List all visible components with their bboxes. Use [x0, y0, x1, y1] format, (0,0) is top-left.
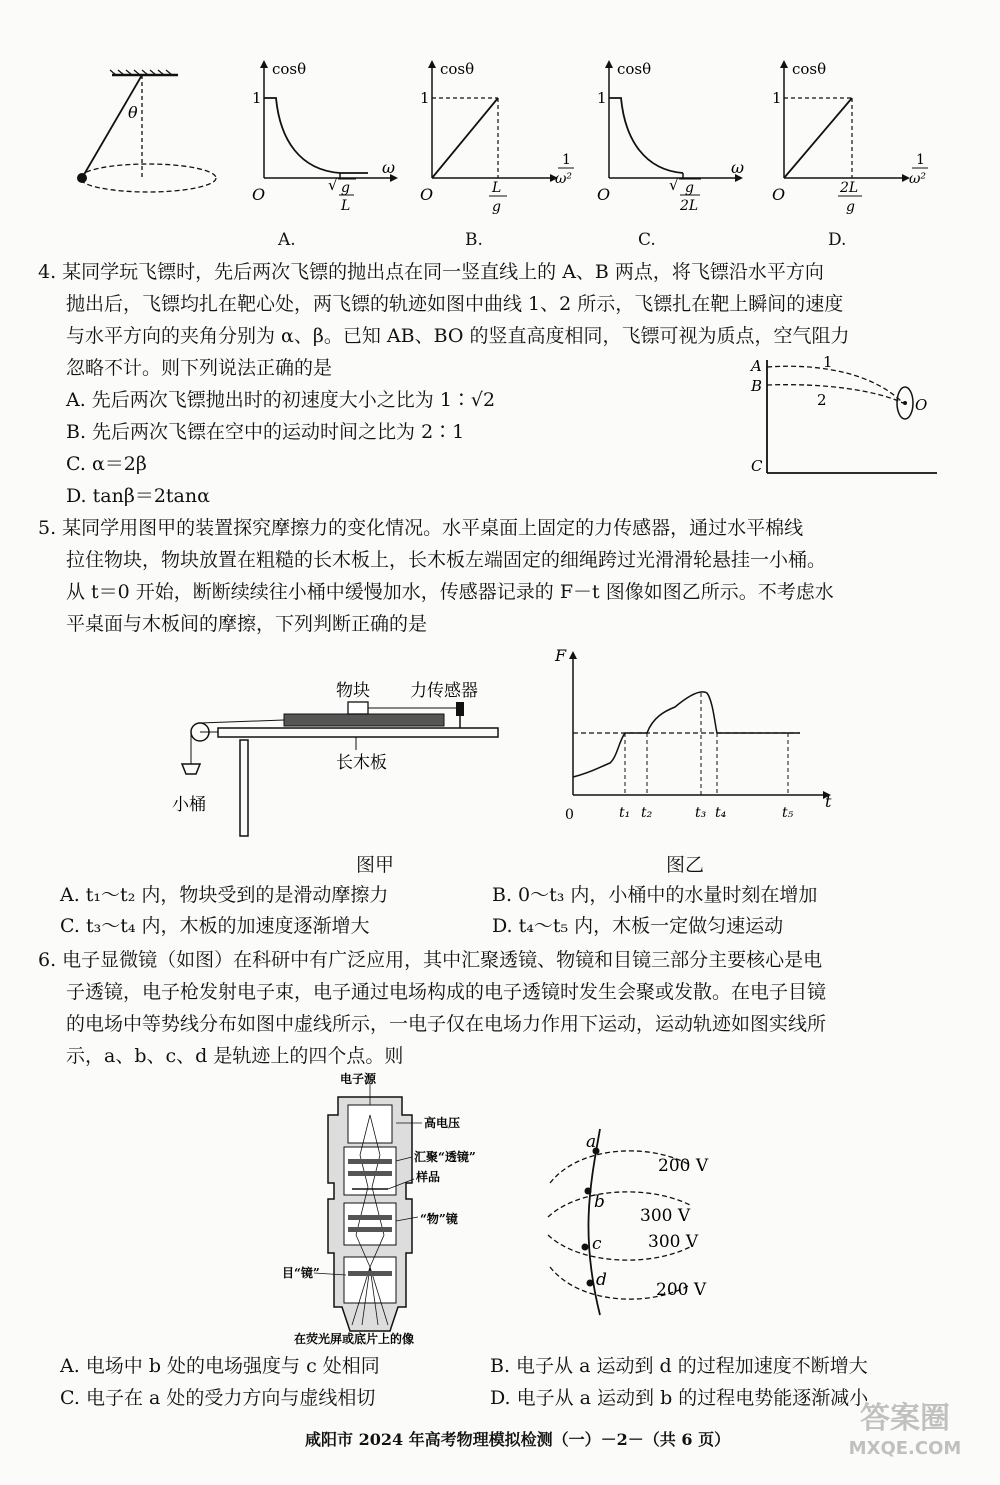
voltage-label-2: 300 V [640, 1206, 691, 1226]
tick-t5: t₅ [782, 805, 794, 821]
q4-option-b[interactable]: B. 先后两次飞镖在空中的运动时间之比为 2∶1 [66, 421, 465, 443]
bucket-label: 小桶 [172, 795, 206, 815]
q5-option-d[interactable]: D. t₄～t₅ 内，木板一定做匀速运动 [492, 915, 784, 937]
origin-label: O [420, 185, 434, 204]
q6-line-1: 6. 电子显微镜（如图）在科研中有广泛应用，其中汇聚透镜、物镜和目镜三部分主要核心是电 [38, 949, 823, 971]
graph-d [770, 60, 940, 215]
q4-line-4: 忽略不计。则下列说法正确的是 [66, 357, 333, 379]
theta-label: θ [128, 103, 138, 122]
point-b-label: B [751, 377, 763, 395]
q6-option-a[interactable]: A. 电场中 b 处的电场强度与 c 处相同 [60, 1355, 380, 1377]
axis-f-label: F [555, 646, 567, 665]
block-label: 物块 [336, 681, 370, 701]
point-b: b [594, 1192, 605, 1212]
voltage-label-3: 300 V [648, 1232, 699, 1252]
point-a: a [586, 1132, 597, 1152]
svg-text:√: √ [328, 176, 338, 194]
eyepiece-label: 目“镜” [282, 1266, 320, 1280]
q6-line-2: 子透镜，电子枪发射电子束，电子通过电场构成的电子透镜时发生会聚或发散。在电子目镜 [66, 981, 827, 1003]
q4-option-c[interactable]: C. α＝2β [66, 453, 147, 475]
tick-t3: t₃ [695, 805, 707, 821]
q5-line-2: 拉住物块，物块放置在粗糙的长木板上，长木板左端固定的细绳跨过光滑滑轮悬挂一小桶。 [66, 549, 827, 571]
axis-t-label: t [825, 792, 832, 811]
tick-t2: t₂ [641, 805, 653, 821]
q5-option-b[interactable]: B. 0～t₃ 内，小桶中的水量时刻在增加 [492, 884, 818, 906]
q6-line-4: 示，a、b、c、d 是轨迹上的四个点。则 [66, 1045, 404, 1067]
axis-inv-num: 1 [562, 152, 571, 168]
graph-d-label: D. [828, 230, 847, 250]
watermark-line-2: MXQE.COM [848, 1438, 962, 1459]
q5-line-3: 从 t＝0 开始，断断续续往小桶中缓慢加水，传感器记录的 F－t 图像如图乙所示。不考虑水 [66, 581, 834, 603]
dart-figure [745, 355, 940, 477]
tick-den: L [341, 198, 351, 214]
origin-label: O [252, 185, 266, 204]
graph-a-label: A. [278, 230, 296, 250]
q4-line-3: 与水平方向的夹角分别为 α、β。已知 AB、BO 的竖直高度相同，飞镖可视为质点，空气阻力 [66, 325, 850, 347]
point-c-label: C [751, 457, 763, 475]
figure-yi-caption: 图乙 [666, 854, 705, 876]
pendulum-figure [70, 70, 230, 200]
equipotential-figure [540, 1125, 740, 1325]
graph-b-label: B. [465, 230, 483, 250]
watermark-line-1: 答案圈 [860, 1401, 950, 1436]
tick-t1: t₁ [619, 805, 631, 821]
axis-omega-label: ω [382, 158, 396, 177]
graph-c-label: C. [638, 230, 656, 250]
electron-source-label: 电子源 [340, 1072, 377, 1086]
high-voltage-label: 高电压 [424, 1116, 461, 1130]
electron-microscope-figure [282, 1072, 520, 1346]
objective-lens-label: “物”镜 [420, 1212, 458, 1226]
friction-apparatus-figure [160, 670, 505, 840]
figure-jia-caption: 图甲 [356, 854, 395, 876]
axis-cos-label: cosθ [792, 60, 827, 78]
condenser-lens-label: 汇聚“透镜” [414, 1150, 476, 1164]
one-label: 1 [597, 89, 607, 107]
tick-t4: t₄ [715, 805, 727, 821]
svg-text:√: √ [669, 176, 679, 194]
tick-num: g [685, 180, 694, 196]
tick-den: g [492, 199, 501, 215]
tick-num: g [341, 180, 350, 196]
point-a-label: A [751, 357, 762, 375]
origin-label: O [597, 185, 611, 204]
q6-option-b[interactable]: B. 电子从 a 运动到 d 的过程加速度不断增大 [490, 1355, 868, 1377]
page-footer: 咸阳市 2024 年高考物理模拟检测（一）－2－（共 6 页） [305, 1430, 731, 1449]
origin-label: O [772, 185, 786, 204]
screen-image-label: 在荧光屏或底片上的像 [294, 1332, 415, 1346]
point-c: c [592, 1234, 602, 1254]
voltage-label-1: 200 V [658, 1156, 709, 1176]
one-label: 1 [772, 89, 782, 107]
q6-line-3: 的电场中等势线分布如图中虚线所示，一电子仅在电场力作用下运动，运动轨迹如图实线所 [66, 1013, 827, 1035]
graph-b [418, 60, 578, 215]
axis-omega-label: ω [731, 158, 745, 177]
curve-2-label: 2 [817, 391, 827, 409]
one-label: 1 [252, 89, 262, 107]
tick-num: 2L [840, 180, 859, 196]
tick-den: 2L [680, 198, 699, 214]
q4-option-d[interactable]: D. tanβ＝2tanα [66, 485, 210, 507]
q5-line-1: 5. 某同学用图甲的装置探究摩擦力的变化情况。水平桌面上固定的力传感器，通过水平棉线 [38, 517, 804, 539]
axis-cos-label: cosθ [272, 60, 307, 78]
force-time-graph [555, 645, 845, 830]
sensor-label: 力传感器 [410, 681, 478, 701]
watermark-logo [820, 1400, 990, 1480]
q5-option-c[interactable]: C. t₃～t₄ 内，木板的加速度逐渐增大 [60, 915, 370, 937]
axis-cos-label: cosθ [440, 60, 475, 78]
graph-c [595, 60, 755, 215]
q4-option-a[interactable]: A. 先后两次飞镖抛出时的初速度大小之比为 1∶√2 [66, 389, 496, 411]
point-o-label: O [915, 396, 928, 414]
sample-label: 样品 [416, 1170, 441, 1184]
point-d: d [596, 1270, 607, 1290]
curve-1-label: 1 [823, 353, 833, 371]
axis-inv-num: 1 [916, 152, 925, 168]
tick-num: L [492, 180, 502, 196]
tick-den: g [846, 199, 855, 215]
origin-zero-label: 0 [565, 807, 574, 823]
q4-line-1: 4. 某同学玩飞镖时，先后两次飞镖的抛出点在同一竖直线上的 A、B 两点，将飞镖沿水平方向 [38, 261, 824, 283]
graph-a [250, 60, 400, 215]
q6-option-c[interactable]: C. 电子在 a 处的受力方向与虚线相切 [60, 1387, 376, 1409]
axis-cos-label: cosθ [617, 60, 652, 78]
axis-inv-den: ω² [909, 171, 927, 187]
axis-inv-den: ω² [555, 171, 573, 187]
board-label: 长木板 [336, 753, 387, 773]
q6-option-d[interactable]: D. 电子从 a 运动到 b 的过程电势能逐渐减小 [490, 1387, 869, 1409]
voltage-label-4: 200 V [656, 1280, 707, 1300]
q4-line-2: 抛出后，飞镖均扎在靶心处，两飞镖的轨迹如图中曲线 1、2 所示，飞镖扎在靶上瞬间的速度 [66, 293, 844, 315]
q5-option-a[interactable]: A. t₁～t₂ 内，物块受到的是滑动摩擦力 [60, 884, 389, 906]
q5-line-4: 平桌面与木板间的摩擦，下列判断正确的是 [66, 613, 428, 635]
one-label: 1 [420, 89, 430, 107]
